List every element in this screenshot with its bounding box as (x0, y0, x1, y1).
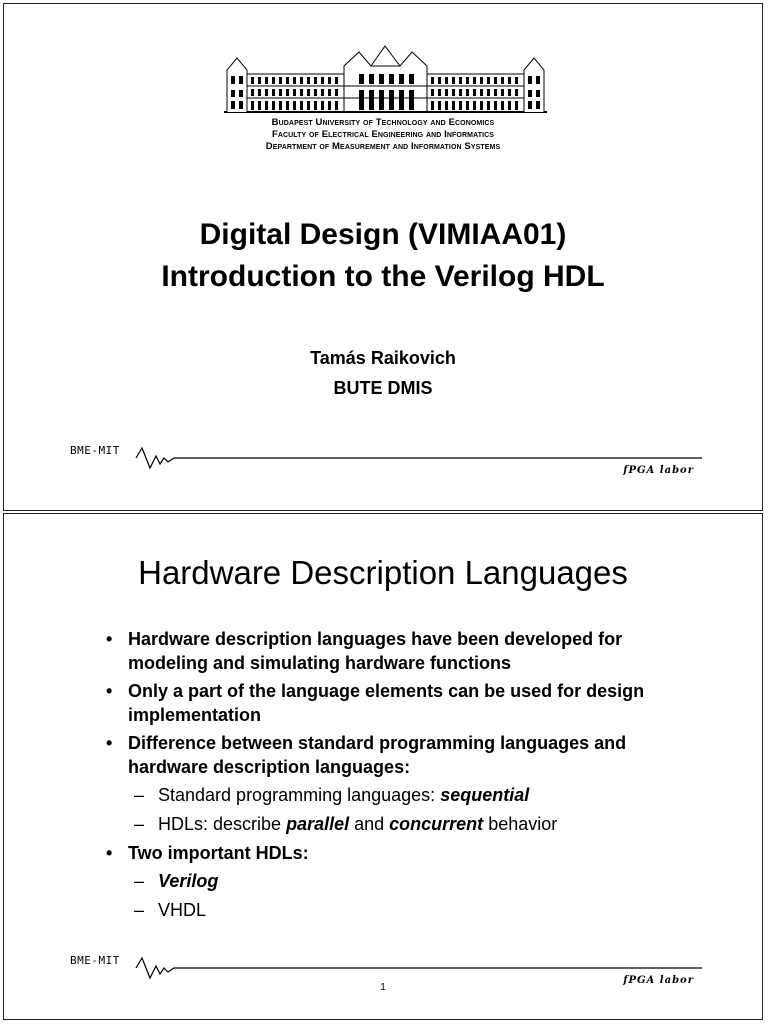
waveform-line-icon (66, 952, 702, 982)
hdl-verilog: Verilog (158, 871, 219, 891)
sub-bullet-item (104, 783, 684, 807)
hdl-vhdl: VHDL (158, 900, 207, 920)
sub-bullet-text: HDLs: describe (158, 814, 287, 834)
bme-mit-logo-text: BME-MIT (70, 444, 120, 457)
bullet-icon: • (106, 733, 113, 753)
waveform-line-icon (66, 442, 702, 472)
department-name: Department of Measurement and Information Systems (265, 141, 501, 152)
bme-mit-logo-text: BME-MIT (70, 954, 120, 967)
bullet-list (104, 627, 684, 927)
emphasis-sequential: sequential (440, 785, 530, 805)
bullet-text: Two important HDLs: (128, 843, 309, 863)
faculty-name: Faculty of Electrical Engineering and Informatics (271, 129, 495, 140)
title-line-1: Digital Design (VIMIAA01) (199, 218, 567, 251)
sub-bullet-text: behavior (483, 814, 558, 834)
author-name: Tamás Raikovich (310, 348, 456, 368)
bullet-item (104, 627, 684, 675)
dash-icon: – (134, 900, 145, 920)
bullet-icon: • (106, 629, 113, 649)
fpga-labor-logo-text: fPGA labor (623, 465, 694, 476)
slide-footer (66, 442, 702, 482)
sub-bullet-item (104, 812, 684, 836)
bullet-icon: • (106, 843, 113, 863)
bullet-text: Only a part of the language elements can be used for design implementation (128, 681, 645, 725)
bullet-item (104, 731, 684, 779)
dash-icon: – (134, 785, 145, 805)
title-slide (3, 3, 763, 511)
sub-bullet-text: Standard programming languages: (158, 785, 441, 805)
dash-icon: – (134, 871, 145, 891)
slide-heading: Hardware Description Languages (138, 554, 628, 591)
bullet-item (104, 841, 684, 865)
bullet-item (104, 679, 684, 727)
emphasis-parallel: parallel (286, 814, 350, 834)
page-number: 1 (380, 982, 386, 993)
bullet-icon: • (106, 681, 113, 701)
sub-bullet-item (104, 869, 684, 893)
sub-bullet-item (104, 898, 684, 922)
content-slide (3, 513, 763, 1020)
bullet-text: Difference between standard programming languages and hardware description languages: (128, 733, 627, 777)
title-line-2: Introduction to the Verilog HDL (161, 260, 605, 293)
dash-icon: – (134, 814, 145, 834)
sub-bullet-text: and (349, 814, 390, 834)
bullet-text: Hardware description languages have been developed for modeling and simulating hardware functions (128, 629, 623, 673)
emphasis-concurrent: concurrent (389, 814, 484, 834)
author-affiliation: BUTE DMIS (333, 378, 433, 398)
university-building-logo (219, 44, 552, 116)
university-name: Budapest University of Technology and Economics (271, 117, 495, 128)
fpga-labor-logo-text: fPGA labor (623, 975, 694, 986)
